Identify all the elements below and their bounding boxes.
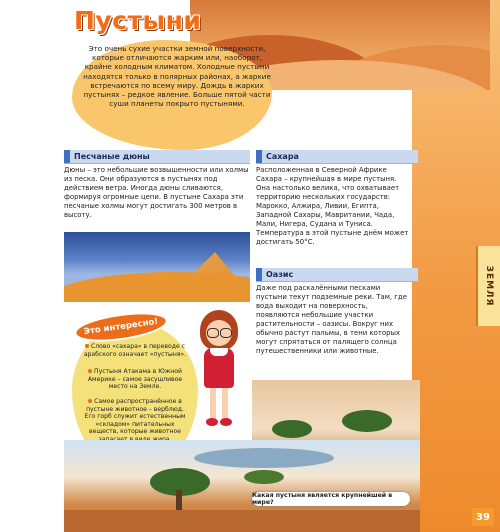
dunes-text: Дюны – это небольшие возвышенности или холмы из песка. Они образуются в пустынях под действием ветра. Иногда дюны сливаются, формируя огромные цепи. В пустыне Сахара эти песчаные холмы могут достигать 300 метров в высоту. <box>64 166 249 219</box>
section-tab-label: ЗЕМЛЯ <box>484 265 494 307</box>
bullet-icon <box>88 399 92 403</box>
fact-item: Пустыня Атакама в Южной Америке – самое засушливое место на Земле. <box>87 368 183 391</box>
interesting-label: Это интересно! <box>75 310 167 344</box>
sahara-text: Расположенная в Северной Африке Сахара – крупнейшая в мире пустыня. Она настолько велика, что охватывает территорию нескольких государств: Марокко, Алжира, Ливии, Египта, Западной Сахары, Мавритании, Чада, Мали, Нигера, Судана и Туниса. Температура в этой пустыне днём может достигать 50°C. <box>256 166 409 246</box>
landscape-photo <box>64 440 420 532</box>
fact-item: Самое распространённое в пустыне животное – верблюд. Его горб служит естественным «складом» питательных веществ, которые животное <box>84 398 186 436</box>
section-heading-oasis: Оазис <box>256 268 418 282</box>
bullet-icon <box>85 344 89 348</box>
fact-item: Слово «сахара» в переводе с арабского означает «пустыня». <box>83 343 187 358</box>
page-title: Пустыни <box>74 6 202 35</box>
page-number: 39 <box>472 508 494 526</box>
section-heading-dunes: Песчаные дюны <box>64 150 250 164</box>
girl-illustration <box>194 310 244 440</box>
section-heading-sahara: Сахара <box>256 150 418 164</box>
oasis-text: Даже под раскалёнными песками пустыни текут подземные реки. Там, где вода выходит на поверхность, появляются небольшие участки растительности – оазисы. Вокруг них обычно растут пальмы, в тени которых могут спрятаться от палящего солнца путешественники или животные. <box>256 284 407 355</box>
dunes-photo <box>64 232 250 302</box>
intro-text: Это очень сухие участки земной поверхности, которые отличаются жарким или, наоборот, крайне холодным климатом. Холодные пустыни находятся только в полярных районах, а жаркие встречаются по всему миру. Дождь в жарких пустынях – редкое явление. Больше пятой части суши планеты покрыто пустынями. <box>83 44 271 109</box>
section-tab[interactable] <box>476 246 500 326</box>
question-box: Какая пустыня является крупнейшей в мире? <box>252 492 410 506</box>
bullet-icon <box>88 369 92 373</box>
